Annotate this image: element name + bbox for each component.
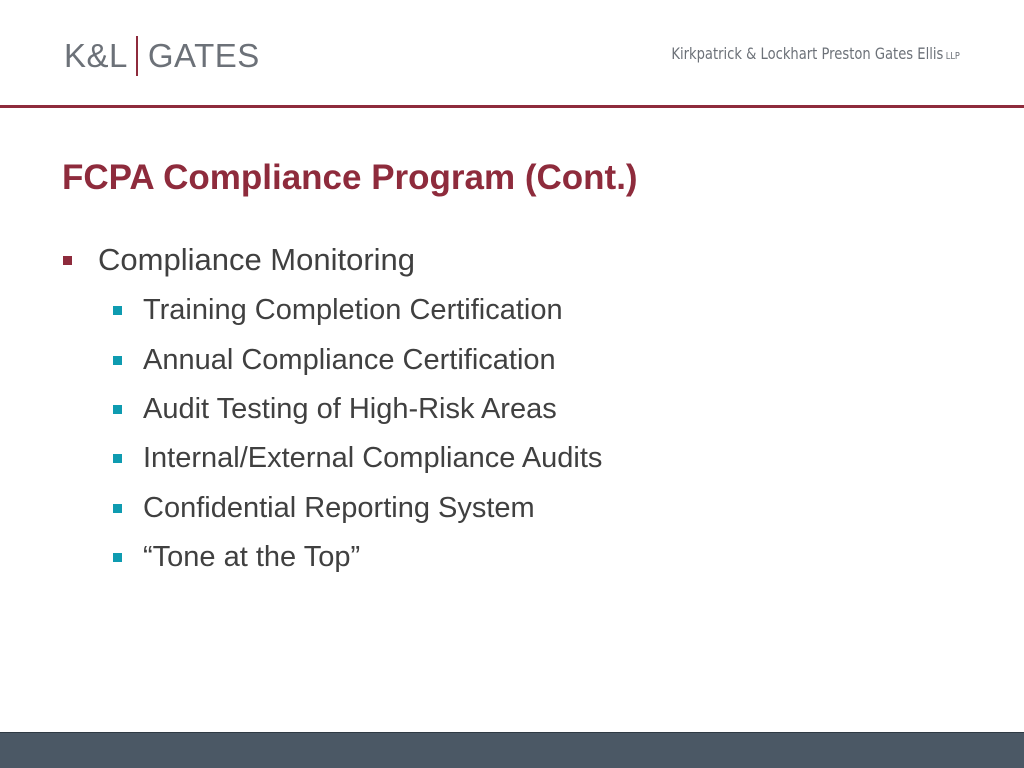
sub-bullet-text: Training Completion Certification <box>143 294 563 327</box>
square-bullet-icon <box>113 306 122 315</box>
logo-right-text: GATES <box>147 37 260 74</box>
sub-bullet-text: Audit Testing of High-Risk Areas <box>143 392 557 425</box>
square-bullet-icon <box>63 256 72 265</box>
sub-bullet-item <box>113 286 962 335</box>
slide-content <box>62 238 962 582</box>
sub-bullet-item <box>113 533 962 582</box>
kl-gates-logo <box>64 36 260 76</box>
sub-bullet-item <box>113 484 962 533</box>
sub-bullet-text: Annual Compliance Certification <box>143 343 556 376</box>
sub-bullet-item <box>113 385 962 434</box>
firm-name-text: Kirkpatrick & Lockhart Preston Gates Ellis <box>671 44 944 63</box>
firm-full-name <box>671 44 960 63</box>
slide-title: FCPA Compliance Program (Cont.) <box>62 158 638 197</box>
square-bullet-icon <box>113 454 122 463</box>
square-bullet-icon <box>113 356 122 365</box>
sub-bullet-text: Confidential Reporting System <box>143 491 535 524</box>
sub-bullet-list <box>62 286 962 582</box>
bullet-text: Compliance Monitoring <box>98 242 416 277</box>
logo-divider <box>136 36 138 76</box>
bullet-compliance-monitoring <box>62 238 962 282</box>
square-bullet-icon <box>113 553 122 562</box>
square-bullet-icon <box>113 504 122 513</box>
sub-bullet-item <box>113 335 962 384</box>
square-bullet-icon <box>113 405 122 414</box>
footer-bar <box>0 732 1024 768</box>
firm-suffix: LLP <box>945 51 960 62</box>
sub-bullet-text: Internal/External Compliance Audits <box>143 442 603 475</box>
sub-bullet-item <box>113 434 962 483</box>
header-rule <box>0 105 1024 108</box>
sub-bullet-text: “Tone at the Top” <box>143 541 361 574</box>
logo-left-text: K&L <box>64 37 128 74</box>
